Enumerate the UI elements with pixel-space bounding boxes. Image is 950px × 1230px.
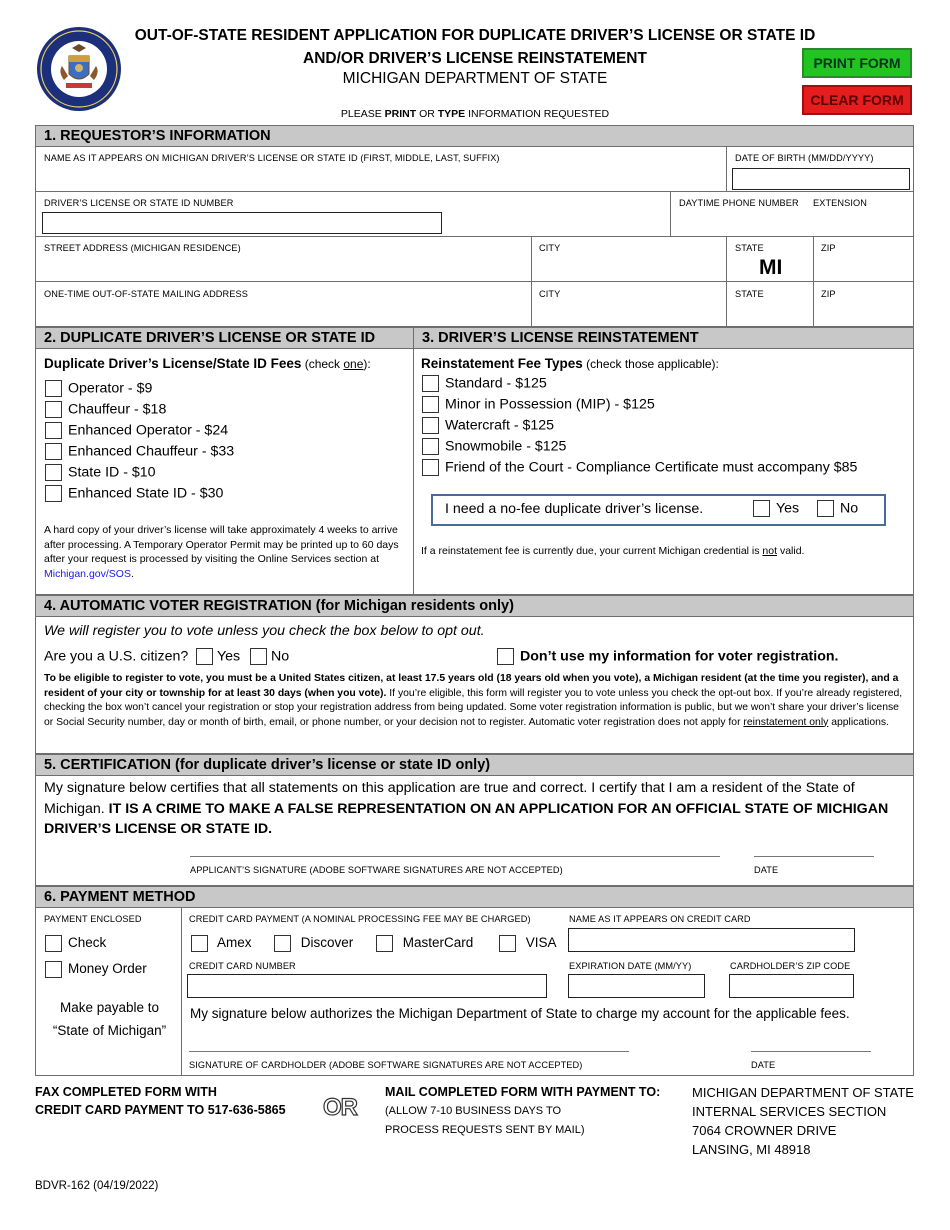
dob-input[interactable] <box>732 168 910 190</box>
dup-processing-note: A hard copy of your driver’s license will take approximately 4 weeks to arrive after processing. A Temporary Operator Permit may be printed up to 60 days after your request is processed by visiting the Online Services section at Michigan.gov/SOS. <box>44 524 399 580</box>
city2-cell <box>531 282 727 327</box>
checkbox[interactable] <box>376 935 393 952</box>
checkbox[interactable] <box>45 422 62 439</box>
applicant-date-label: DATE <box>754 865 779 875</box>
state-cell <box>726 237 814 282</box>
section-1-header: 1. REQUESTOR’S INFORMATION <box>35 125 914 147</box>
section-5-header: 5. CERTIFICATION (for duplicate driver’s license or state ID only) <box>35 754 914 776</box>
voter-opt-out[interactable]: Don’t use my information for voter registration. <box>497 648 838 665</box>
card-mastercard[interactable]: MasterCard <box>376 935 473 952</box>
clear-form-button[interactable]: CLEAR FORM <box>802 85 912 115</box>
zip-label: ZIP <box>821 243 836 253</box>
form-title: OUT-OF-STATE RESIDENT APPLICATION FOR DUPLICATE DRIVER’S LICENSE OR STATE ID AND/OR DRIVER’S LICENSE REINSTATEMENT <box>134 27 816 67</box>
checkbox[interactable] <box>45 401 62 418</box>
cardholder-signature-line[interactable] <box>189 1051 629 1052</box>
citizen-question: Are you a U.S. citizen? Yes No <box>44 648 290 665</box>
section-2-body <box>35 349 414 595</box>
checkbox[interactable] <box>45 443 62 460</box>
dup-fees-heading: Duplicate Driver’s License/State ID Fees (check one): <box>44 356 371 371</box>
cardholder-signature-label: SIGNATURE OF CARDHOLDER (ADOBE SOFTWARE SIGNATURES ARE NOT ACCEPTED) <box>189 1060 583 1070</box>
city2-label: CITY <box>539 289 561 299</box>
section-2-header: 2. DUPLICATE DRIVER’S LICENSE OR STATE ID <box>35 327 414 349</box>
applicant-signature-line[interactable] <box>190 856 720 857</box>
checkbox[interactable] <box>45 935 62 952</box>
voter-eligibility-text: To be eligible to register to vote, you must be a United States citizen, at least 17.5 years old (18 years old when you vote), a Michigan resident (at the time you register), and a resident of your city or township for at least 30 days (when you vote). If you’re eligible, this form will register you to vote unless you check the opt-out box. If you’re already registered, checking the box won’t cancel your registration or stop your registration address from being updated. Some voter registration information is public, but we won’t share your driver’s license or Social Security number, day or month of birth, email, or phone number, or your decision not to register. Automatic voter registration does not apply for reinstatement only applications. <box>44 673 903 728</box>
opt-out-checkbox[interactable] <box>497 648 514 665</box>
section-5-body <box>35 776 914 886</box>
checkbox[interactable] <box>499 935 516 952</box>
checkbox[interactable] <box>274 935 291 952</box>
checkbox[interactable] <box>422 375 439 392</box>
credit-card-cell <box>181 908 914 1076</box>
no-fee-text: I need a no-fee duplicate driver’s license. <box>445 501 704 517</box>
cc-payment-label: CREDIT CARD PAYMENT (A NOMINAL PROCESSING FEE MAY BE CHARGED) <box>189 914 531 924</box>
street-cell <box>35 237 532 282</box>
cardholder-date-line[interactable] <box>751 1051 871 1052</box>
checkbox[interactable] <box>45 380 62 397</box>
authorization-text: My signature below authorizes the Michigan Department of State to charge my account for the applicable fees. <box>190 1006 850 1021</box>
checkbox[interactable] <box>45 961 62 978</box>
dob-label: DATE OF BIRTH (MM/DD/YYYY) <box>735 153 874 163</box>
payment-check[interactable]: Check <box>45 935 106 952</box>
name-cell <box>35 147 727 192</box>
citizen-yes-checkbox[interactable] <box>196 648 213 665</box>
mail-instructions: MAIL COMPLETED FORM WITH PAYMENT TO: (ALLOW 7-10 BUSINESS DAYS TO PROCESS REQUESTS SENT BY MAIL) <box>385 1085 661 1136</box>
no-fee-box <box>431 494 886 526</box>
section-3-body <box>413 349 914 595</box>
dup-option-enhanced-state-id[interactable]: Enhanced State ID - $30 <box>45 485 223 502</box>
dl-number-cell <box>35 192 671 237</box>
mailing-label: ONE-TIME OUT-OF-STATE MAILING ADDRESS <box>44 289 248 299</box>
checkbox[interactable] <box>422 438 439 455</box>
mailing-cell <box>35 282 532 327</box>
dob-cell <box>726 147 914 192</box>
city-cell <box>531 237 727 282</box>
reinstate-option-mip[interactable]: Minor in Possession (MIP) - $125 <box>422 396 655 413</box>
reinstate-option-standard[interactable]: Standard - $125 <box>422 375 547 392</box>
dl-number-input[interactable] <box>42 212 442 234</box>
city-label: CITY <box>539 243 561 253</box>
checkbox[interactable] <box>817 500 834 517</box>
checkbox[interactable] <box>191 935 208 952</box>
card-amex[interactable]: Amex <box>191 935 252 952</box>
card-discover[interactable]: Discover <box>274 935 353 952</box>
extension-label: EXTENSION <box>813 198 867 208</box>
checkbox[interactable] <box>45 464 62 481</box>
dup-option-enhanced-operator[interactable]: Enhanced Operator - $24 <box>45 422 228 439</box>
state2-cell <box>726 282 814 327</box>
cardholder-zip-label: CARDHOLDER’S ZIP CODE <box>730 961 851 971</box>
state-label: STATE <box>735 243 764 253</box>
phone-cell <box>670 192 914 237</box>
name-on-card-input[interactable] <box>568 928 855 952</box>
name-on-card-label: NAME AS IT APPEARS ON CREDIT CARD <box>569 914 751 924</box>
print-form-button[interactable]: PRINT FORM <box>802 48 912 78</box>
no-fee-yes[interactable]: Yes <box>753 500 799 517</box>
applicant-signature-label: APPLICANT’S SIGNATURE (ADOBE SOFTWARE SIGNATURES ARE NOT ACCEPTED) <box>190 865 563 875</box>
department-name: MICHIGAN DEPARTMENT OF STATE <box>342 70 608 87</box>
mailing-address: MICHIGAN DEPARTMENT OF STATE INTERNAL SERVICES SECTION 7064 CROWNER DRIVE LANSING, MI 48918 <box>692 1085 914 1157</box>
no-fee-no[interactable]: No <box>817 500 858 517</box>
payment-money-order[interactable]: Money Order <box>45 961 147 978</box>
phone-label: DAYTIME PHONE NUMBER <box>679 198 799 208</box>
or-divider: OR <box>323 1094 357 1121</box>
cardholder-zip-input[interactable] <box>729 974 854 998</box>
cc-number-label: CREDIT CARD NUMBER <box>189 961 296 971</box>
name-label: NAME AS IT APPEARS ON MICHIGAN DRIVER’S LICENSE OR STATE ID (FIRST, MIDDLE, LAST, SUFFIX) <box>44 153 500 163</box>
form-id: BDVR-162 (04/19/2022) <box>35 1180 159 1192</box>
payment-enclosed-label: PAYMENT ENCLOSED <box>44 914 142 924</box>
fax-instructions: FAX COMPLETED FORM WITH CREDIT CARD PAYMENT TO 517-636-5865 <box>35 1085 286 1117</box>
zip-cell <box>813 237 914 282</box>
applicant-date-line[interactable] <box>754 856 874 857</box>
section-4-body <box>35 617 914 754</box>
zip2-label: ZIP <box>821 289 836 299</box>
state-seal-logo <box>36 26 122 112</box>
checkbox[interactable] <box>45 485 62 502</box>
cardholder-date-label: DATE <box>751 1060 776 1070</box>
state-value: MI <box>759 256 783 279</box>
payable-to: Make payable to “State of Michigan” <box>52 1000 167 1038</box>
reinstatement-heading: Reinstatement Fee Types (check those applicable): <box>421 356 719 371</box>
cc-number-input[interactable] <box>187 974 547 998</box>
dup-option-chauffeur[interactable]: Chauffeur - $18 <box>45 401 166 418</box>
instructions: PLEASE PRINT OR TYPE INFORMATION REQUESTED <box>340 108 610 120</box>
reinstate-option-friend-of-court[interactable]: Friend of the Court - Compliance Certificate must accompany $85 <box>422 459 857 476</box>
checkbox[interactable] <box>422 459 439 476</box>
dl-number-label: DRIVER’S LICENSE OR STATE ID NUMBER <box>44 198 234 208</box>
street-label: STREET ADDRESS (MICHIGAN RESIDENCE) <box>44 243 241 253</box>
reinstate-option-watercraft[interactable]: Watercraft - $125 <box>422 417 554 434</box>
dup-option-state-id[interactable]: State ID - $10 <box>45 464 156 481</box>
certification-text: My signature below certifies that all statements on this application are true and correct. I certify that I am a resident of the State of Michigan. IT IS A CRIME TO MAKE A FALSE REPRESENTATION ON AN APPLICATION FOR AN OFFICIAL STATE OF MICHIGAN DRIVER’S LICENSE OR STATE ID. <box>44 780 889 837</box>
checkbox[interactable] <box>753 500 770 517</box>
card-visa[interactable]: VISA <box>499 935 557 952</box>
section-4-header: 4. AUTOMATIC VOTER REGISTRATION (for Michigan residents only) <box>35 595 914 617</box>
reinstatement-note: If a reinstatement fee is currently due, your current Michigan credential is not valid. <box>421 545 805 557</box>
checkbox[interactable] <box>422 396 439 413</box>
dup-option-enhanced-chauffeur[interactable]: Enhanced Chauffeur - $33 <box>45 443 234 460</box>
zip2-cell <box>813 282 914 327</box>
state2-label: STATE <box>735 289 764 299</box>
dup-option-operator[interactable]: Operator - $9 <box>45 380 152 397</box>
citizen-no-checkbox[interactable] <box>250 648 267 665</box>
section-6-header: 6. PAYMENT METHOD <box>35 886 914 908</box>
section-3-header: 3. DRIVER’S LICENSE REINSTATEMENT <box>413 327 914 349</box>
exp-date-label: EXPIRATION DATE (MM/YY) <box>569 961 692 971</box>
voter-intro: We will register you to vote unless you check the box below to opt out. <box>44 623 485 639</box>
sos-link[interactable]: Michigan.gov/SOS <box>44 567 131 580</box>
reinstate-option-snowmobile[interactable]: Snowmobile - $125 <box>422 438 566 455</box>
payment-enclosed-cell <box>35 908 182 1076</box>
checkbox[interactable] <box>422 417 439 434</box>
exp-date-input[interactable] <box>568 974 705 998</box>
